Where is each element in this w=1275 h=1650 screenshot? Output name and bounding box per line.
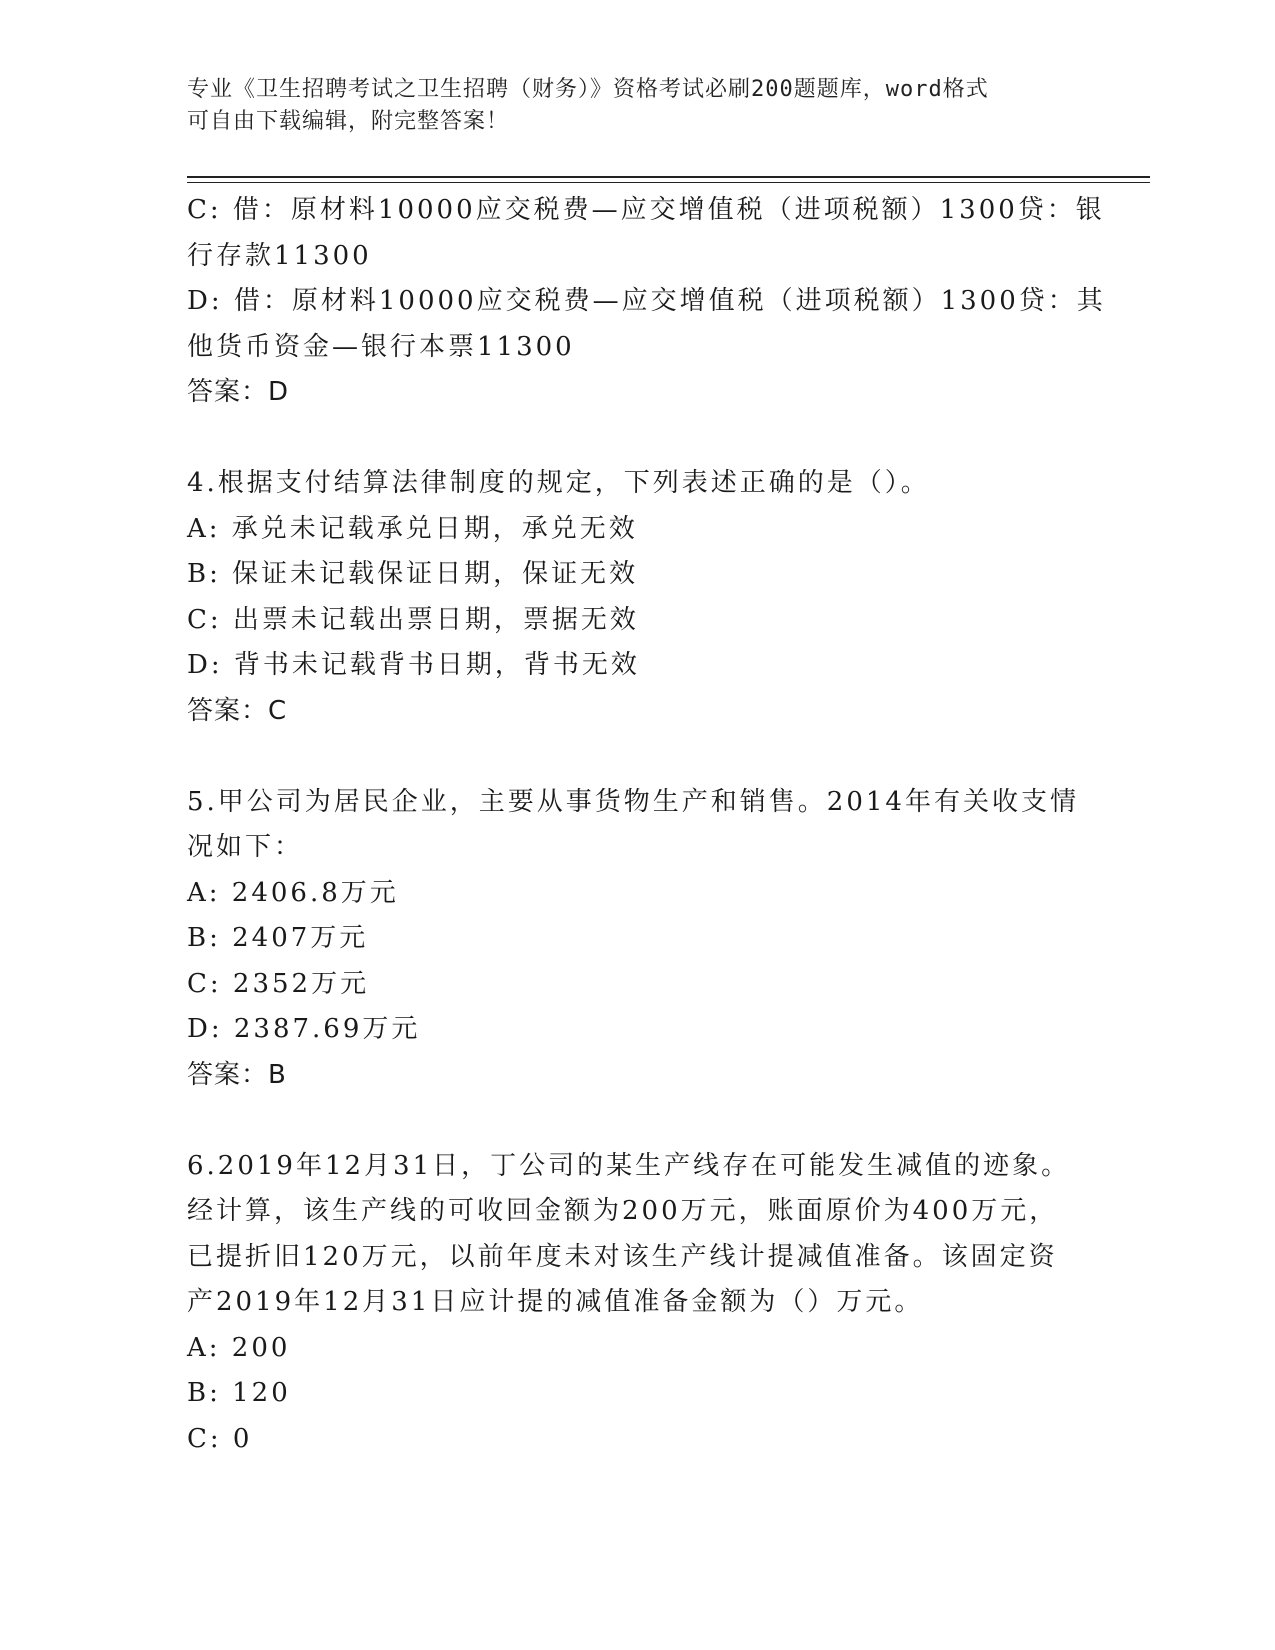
q5-answer: 答案：B bbox=[187, 1059, 287, 1090]
q4-option-b: B: 保证未记载保证日期，保证无效 bbox=[187, 559, 639, 589]
header-divider-thick bbox=[187, 176, 1150, 178]
q6-option-a: A: 200 bbox=[187, 1332, 291, 1363]
q5-stem-line-2: 况如下： bbox=[187, 832, 304, 862]
header-line-1: 专业《卫生招聘考试之卫生招聘（财务）》资格考试必刷200题题库，word格式 bbox=[187, 77, 989, 102]
q5-option-b: B: 2407万元 bbox=[187, 923, 369, 953]
q6-stem-line-2: 经计算，该生产线的可收回金额为200万元，账面原价为400万元， bbox=[187, 1196, 1059, 1226]
q3-option-c-line-1: C: 借：原材料10000应交税费—应交增值税（进项税额）1300贷：银 bbox=[187, 195, 1105, 225]
q3-answer: 答案：D bbox=[187, 377, 290, 407]
q6-stem-line-3: 已提折旧120万元，以前年度未对该生产线计提减值准备。该固定资 bbox=[187, 1241, 1058, 1272]
question-5 bbox=[187, 780, 1087, 1099]
q6-stem-line-1: 6.2019年12月31日，丁公司的某生产线存在可能发生减值的迹象。 bbox=[187, 1150, 1071, 1181]
q6-option-c: C: 0 bbox=[187, 1423, 253, 1454]
header-divider-thin bbox=[187, 182, 1150, 183]
q5-stem-line-1: 5.甲公司为居民企业，主要从事货物生产和销售。2014年有关收支情 bbox=[187, 786, 1079, 817]
q3-option-c-line-2: 行存款11300 bbox=[187, 240, 372, 271]
q5-option-d: D: 2387.69万元 bbox=[187, 1014, 421, 1044]
q5-option-c: C: 2352万元 bbox=[187, 968, 370, 999]
q5-option-a: A: 2406.8万元 bbox=[187, 877, 399, 908]
spacer bbox=[187, 734, 1087, 780]
header-line-2: 可自由下载编辑，附完整答案！ bbox=[187, 109, 510, 134]
q6-option-b: B: 120 bbox=[187, 1378, 291, 1408]
spacer bbox=[187, 1098, 1087, 1144]
document-header bbox=[187, 74, 1087, 138]
q4-option-d: D: 背书未记载背书日期，背书无效 bbox=[187, 650, 640, 680]
question-3-continued bbox=[187, 188, 1106, 416]
spacer bbox=[187, 416, 1087, 462]
question-6 bbox=[187, 1144, 1087, 1463]
q6-stem-line-4: 产2019年12月31日应计提的减值准备金额为（）万元。 bbox=[187, 1287, 924, 1317]
q4-option-c: C: 出票未记载出票日期，票据无效 bbox=[187, 604, 639, 635]
q4-answer: 答案：C bbox=[187, 695, 288, 726]
question-content bbox=[187, 188, 1106, 1462]
q4-stem: 4.根据支付结算法律制度的规定，下列表述正确的是（）。 bbox=[187, 468, 930, 498]
question-4 bbox=[187, 461, 1087, 734]
q4-option-a: A: 承兑未记载承兑日期，承兑无效 bbox=[187, 513, 638, 544]
q3-option-d-line-1: D: 借：原材料10000应交税费—应交增值税（进项税额）1300贷：其 bbox=[187, 286, 1106, 316]
q3-option-d-line-2: 他货币资金—银行本票11300 bbox=[187, 331, 575, 362]
